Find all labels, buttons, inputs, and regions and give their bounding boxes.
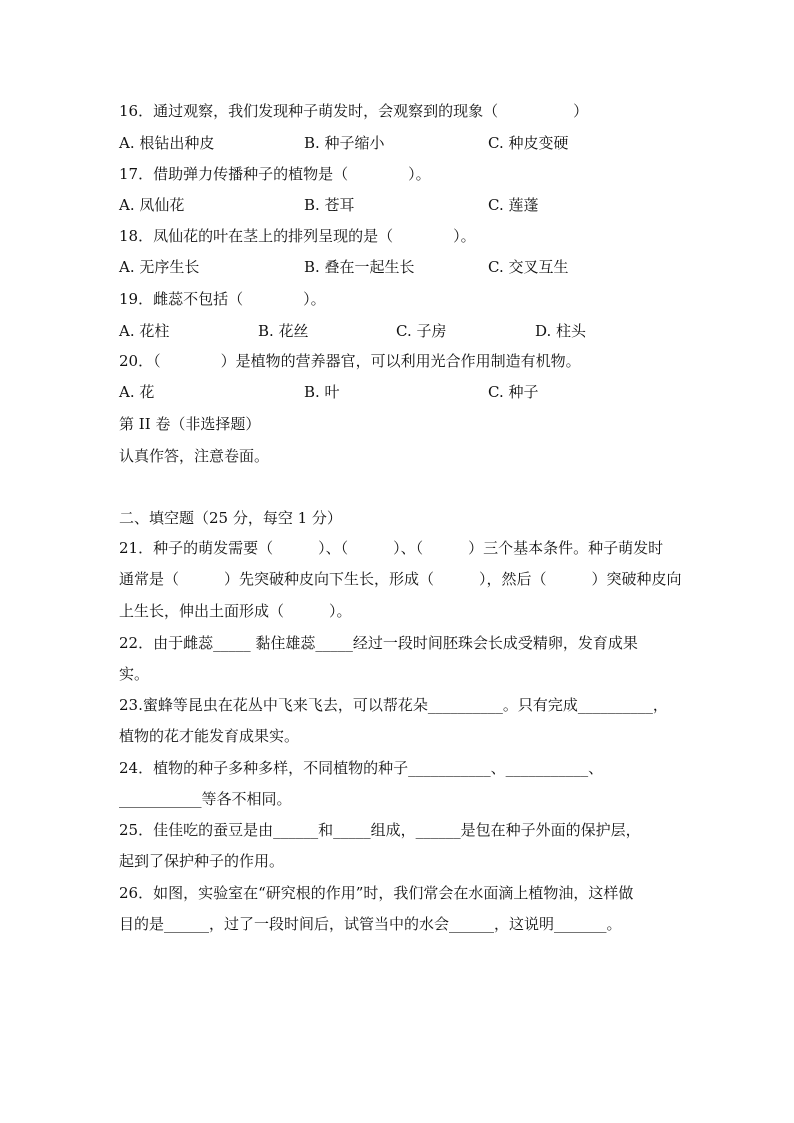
q17-option-a: A. 凤仙花 [119, 196, 185, 214]
question-23-line-2: 植物的花才能发育成果实。 [119, 727, 300, 745]
question-26-line-1: 26．如图，实验室在“研究根的作用”时，我们常会在水面滴上植物油，这样做 [119, 884, 634, 902]
question-21-line-1: 21．种子的萌发需要（ ）、（ ）、（ ）三个基本条件。种子萌发时 [119, 539, 664, 557]
q16-option-c: C. 种皮变硬 [488, 134, 569, 152]
question-17: 17．借助弹力传播种子的植物是（ ）。 [119, 165, 431, 183]
section-note: 认真作答，注意卷面。 [119, 447, 270, 465]
q18-option-b: B. 叠在一起生长 [304, 258, 415, 276]
question-22-line-1: 22．由于雌蕊_____ 黏住雄蕊_____经过一段时间胚珠会长成受精卵，发育成果 [119, 634, 638, 652]
q16-option-b: B. 种子缩小 [304, 134, 385, 152]
question-19: 19．雌蕊不包括（ ）。 [119, 290, 326, 308]
q19-option-c: C. 子房 [396, 322, 447, 340]
q18-option-c: C. 交叉互生 [488, 258, 569, 276]
q20-option-c: C. 种子 [488, 383, 539, 401]
q20-option-a: A. 花 [119, 383, 155, 401]
q19-option-d: D. 柱头 [535, 322, 587, 340]
question-20: 20．（ ）是植物的营养器官，可以利用光合作用制造有机物。 [119, 352, 581, 370]
question-25-line-1: 25．佳佳吃的蚕豆是由______和_____组成，______是包在种子外面的保护层， [119, 821, 641, 839]
q17-option-c: C. 莲蓬 [488, 196, 539, 214]
section-title: 第 II 卷（非选择题） [119, 415, 261, 433]
question-26-line-2: 目的是______，过了一段时间后，试管当中的水会______，这说明_______。 [119, 915, 622, 933]
q16-option-a: A. 根钻出种皮 [119, 134, 215, 152]
q17-option-b: B. 苍耳 [304, 196, 355, 214]
question-23-line-1: 23.蜜蜂等昆虫在花丛中飞来飞去，可以帮花朵__________。只有完成__________， [119, 696, 668, 714]
question-16: 16．通过观察，我们发现种子萌发时，会观察到的现象（ ） [119, 102, 589, 120]
question-24-line-2: ___________等各不相同。 [119, 790, 292, 808]
question-25-line-2: 起到了保护种子的作用。 [119, 852, 285, 870]
question-21-line-3: 上生长，伸出土面形成（ ）。 [119, 602, 352, 620]
question-22-line-2: 实。 [119, 665, 150, 683]
question-18: 18．凤仙花的叶在茎上的排列呈现的是（ ）。 [119, 227, 476, 245]
fill-in-heading: 二、填空题（25 分，每空 1 分） [119, 509, 342, 527]
q19-option-b: B. 花丝 [258, 322, 309, 340]
question-21-line-2: 通常是（ ）先突破种皮向下生长，形成（ ），然后（ ）突破种皮向 [119, 570, 682, 588]
question-24-line-1: 24．植物的种子多种多样，不同植物的种子___________、___________、 [119, 759, 604, 777]
q20-option-b: B. 叶 [304, 383, 340, 401]
q18-option-a: A. 无序生长 [119, 258, 200, 276]
q19-option-a: A. 花柱 [119, 322, 170, 340]
